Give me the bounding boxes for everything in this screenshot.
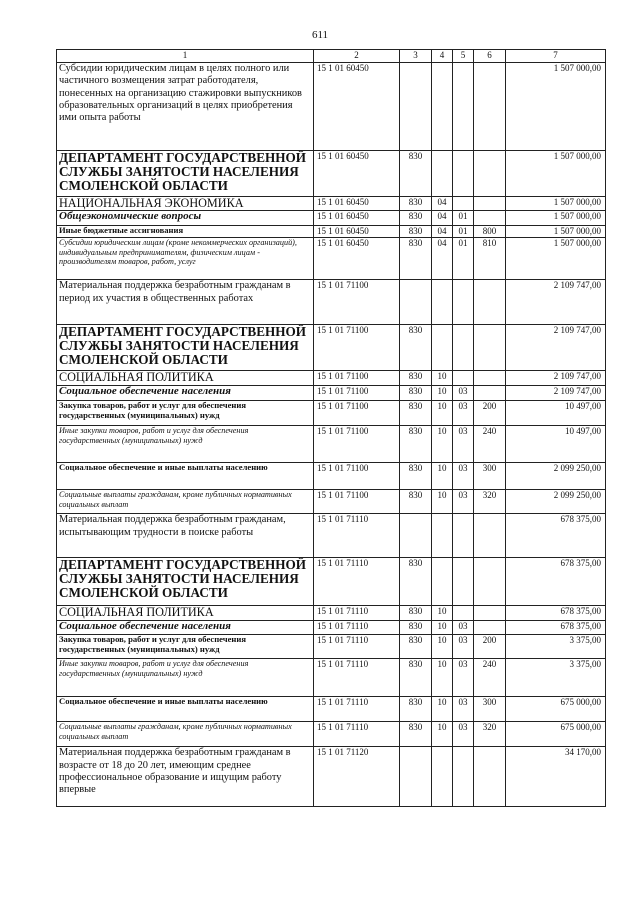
item-name-cell: Общеэкономические вопросы <box>57 211 314 226</box>
table-row <box>57 558 606 606</box>
subsection-code-cell: 01 <box>453 211 474 226</box>
subsection-code-cell <box>453 606 474 621</box>
expense-type-cell: 320 <box>474 722 506 747</box>
table-row <box>57 606 606 621</box>
item-name-cell: Материальная поддержка безработным гражданам в возрасте от 18 до 20 лет, имеющим среднее профессиональное образование и ищущим работу впервые <box>57 747 314 807</box>
target-code-cell: 15 1 01 60450 <box>314 238 400 280</box>
target-code-cell: 15 1 01 60450 <box>314 226 400 238</box>
section-code-cell: 10 <box>432 635 453 659</box>
item-name-cell: ДЕПАРТАМЕНТ ГОСУДАРСТВЕННОЙ СЛУЖБЫ ЗАНЯТОСТИ НАСЕЛЕНИЯ СМОЛЕНСКОЙ ОБЛАСТИ <box>57 151 314 197</box>
ministry-code-cell: 830 <box>400 226 432 238</box>
table-row <box>57 386 606 401</box>
item-name-cell: Материальная поддержка безработным гражданам в период их участия в общественных работах <box>57 280 314 325</box>
expense-type-cell: 800 <box>474 226 506 238</box>
expense-type-cell: 300 <box>474 697 506 722</box>
table-row <box>57 226 606 238</box>
table-row <box>57 151 606 197</box>
subsection-code-cell: 03 <box>453 621 474 635</box>
expense-type-cell <box>474 386 506 401</box>
ministry-code-cell: 830 <box>400 606 432 621</box>
table-row <box>57 63 606 151</box>
table-row <box>57 238 606 280</box>
header-cell: 2 <box>314 50 400 63</box>
target-code-cell: 15 1 01 71100 <box>314 490 400 514</box>
table-row <box>57 426 606 463</box>
expense-type-cell: 320 <box>474 490 506 514</box>
amount-cell: 2 099 250,00 <box>506 490 606 514</box>
table-row <box>57 514 606 558</box>
item-name-cell: Материальная поддержка безработным гражданам, испытывающим трудности в поиске работы <box>57 514 314 558</box>
subsection-code-cell: 03 <box>453 722 474 747</box>
item-name-cell: НАЦИОНАЛЬНАЯ ЭКОНОМИКА <box>57 197 314 211</box>
target-code-cell: 15 1 01 71110 <box>314 558 400 606</box>
table-row <box>57 697 606 722</box>
ministry-code-cell: 830 <box>400 426 432 463</box>
table-row <box>57 722 606 747</box>
ministry-code-cell: 830 <box>400 386 432 401</box>
target-code-cell: 15 1 01 71110 <box>314 514 400 558</box>
target-code-cell: 15 1 01 71110 <box>314 635 400 659</box>
target-code-cell: 15 1 01 71120 <box>314 747 400 807</box>
amount-cell: 10 497,00 <box>506 401 606 426</box>
section-code-cell: 10 <box>432 371 453 386</box>
expense-type-cell <box>474 747 506 807</box>
amount-cell: 34 170,00 <box>506 747 606 807</box>
expense-type-cell <box>474 151 506 197</box>
section-code-cell: 10 <box>432 426 453 463</box>
amount-cell: 1 507 000,00 <box>506 63 606 151</box>
ministry-code-cell: 830 <box>400 659 432 697</box>
expense-type-cell <box>474 211 506 226</box>
ministry-code-cell: 830 <box>400 151 432 197</box>
subsection-code-cell <box>453 558 474 606</box>
amount-cell: 1 507 000,00 <box>506 197 606 211</box>
target-code-cell: 15 1 01 71100 <box>314 386 400 401</box>
item-name-cell: Иные бюджетные ассигнования <box>57 226 314 238</box>
table-row <box>57 211 606 226</box>
table-row <box>57 621 606 635</box>
expense-type-cell <box>474 371 506 386</box>
ministry-code-cell: 830 <box>400 325 432 371</box>
section-code-cell: 10 <box>432 386 453 401</box>
ministry-code-cell: 830 <box>400 401 432 426</box>
target-code-cell: 15 1 01 71100 <box>314 280 400 325</box>
budget-table <box>56 49 606 807</box>
header-cell: 1 <box>57 50 314 63</box>
subsection-code-cell: 03 <box>453 426 474 463</box>
section-code-cell: 04 <box>432 238 453 280</box>
amount-cell: 10 497,00 <box>506 426 606 463</box>
ministry-code-cell: 830 <box>400 558 432 606</box>
target-code-cell: 15 1 01 71110 <box>314 606 400 621</box>
section-code-cell: 10 <box>432 606 453 621</box>
amount-cell: 2 109 747,00 <box>506 386 606 401</box>
table-header-row <box>57 50 606 63</box>
item-name-cell: СОЦИАЛЬНАЯ ПОЛИТИКА <box>57 606 314 621</box>
amount-cell: 3 375,00 <box>506 635 606 659</box>
amount-cell: 2 109 747,00 <box>506 371 606 386</box>
header-cell: 3 <box>400 50 432 63</box>
expense-type-cell <box>474 197 506 211</box>
table-row <box>57 747 606 807</box>
expense-type-cell: 240 <box>474 426 506 463</box>
target-code-cell: 15 1 01 71100 <box>314 371 400 386</box>
subsection-code-cell: 01 <box>453 226 474 238</box>
section-code-cell: 10 <box>432 722 453 747</box>
target-code-cell: 15 1 01 71110 <box>314 659 400 697</box>
table-row <box>57 659 606 697</box>
ministry-code-cell: 830 <box>400 621 432 635</box>
target-code-cell: 15 1 01 60450 <box>314 63 400 151</box>
section-code-cell: 10 <box>432 401 453 426</box>
table-row <box>57 401 606 426</box>
expense-type-cell <box>474 63 506 151</box>
target-code-cell: 15 1 01 60450 <box>314 197 400 211</box>
target-code-cell: 15 1 01 60450 <box>314 211 400 226</box>
expense-type-cell: 240 <box>474 659 506 697</box>
amount-cell: 1 507 000,00 <box>506 238 606 280</box>
expense-type-cell <box>474 514 506 558</box>
ministry-code-cell: 830 <box>400 197 432 211</box>
ministry-code-cell: 830 <box>400 463 432 490</box>
ministry-code-cell: 830 <box>400 635 432 659</box>
subsection-code-cell: 03 <box>453 401 474 426</box>
item-name-cell: ДЕПАРТАМЕНТ ГОСУДАРСТВЕННОЙ СЛУЖБЫ ЗАНЯТОСТИ НАСЕЛЕНИЯ СМОЛЕНСКОЙ ОБЛАСТИ <box>57 558 314 606</box>
amount-cell: 675 000,00 <box>506 722 606 747</box>
subsection-code-cell <box>453 280 474 325</box>
section-code-cell <box>432 63 453 151</box>
item-name-cell: Иные закупки товаров, работ и услуг для обеспечения государственных (муниципальных) нужд <box>57 426 314 463</box>
subsection-code-cell <box>453 514 474 558</box>
item-name-cell: ДЕПАРТАМЕНТ ГОСУДАРСТВЕННОЙ СЛУЖБЫ ЗАНЯТОСТИ НАСЕЛЕНИЯ СМОЛЕНСКОЙ ОБЛАСТИ <box>57 325 314 371</box>
target-code-cell: 15 1 01 71100 <box>314 463 400 490</box>
section-code-cell: 04 <box>432 226 453 238</box>
subsection-code-cell <box>453 197 474 211</box>
amount-cell: 1 507 000,00 <box>506 226 606 238</box>
amount-cell: 2 109 747,00 <box>506 325 606 371</box>
amount-cell: 3 375,00 <box>506 659 606 697</box>
expense-type-cell <box>474 558 506 606</box>
ministry-code-cell <box>400 514 432 558</box>
target-code-cell: 15 1 01 71110 <box>314 621 400 635</box>
amount-cell: 675 000,00 <box>506 697 606 722</box>
table-row <box>57 635 606 659</box>
subsection-code-cell <box>453 747 474 807</box>
target-code-cell: 15 1 01 71110 <box>314 722 400 747</box>
section-code-cell: 10 <box>432 490 453 514</box>
item-name-cell: Социальные выплаты гражданам, кроме публичных нормативных социальных выплат <box>57 490 314 514</box>
header-cell: 4 <box>432 50 453 63</box>
subsection-code-cell <box>453 151 474 197</box>
section-code-cell: 10 <box>432 659 453 697</box>
amount-cell: 678 375,00 <box>506 621 606 635</box>
section-code-cell <box>432 280 453 325</box>
table-row <box>57 490 606 514</box>
item-name-cell: Социальное обеспечение и иные выплаты населению <box>57 697 314 722</box>
amount-cell: 678 375,00 <box>506 558 606 606</box>
target-code-cell: 15 1 01 71110 <box>314 697 400 722</box>
ministry-code-cell <box>400 280 432 325</box>
expense-type-cell: 200 <box>474 635 506 659</box>
item-name-cell: Социальные выплаты гражданам, кроме публичных нормативных социальных выплат <box>57 722 314 747</box>
subsection-code-cell: 03 <box>453 635 474 659</box>
item-name-cell: Социальное обеспечение и иные выплаты населению <box>57 463 314 490</box>
section-code-cell: 04 <box>432 197 453 211</box>
amount-cell: 2 109 747,00 <box>506 280 606 325</box>
amount-cell: 2 099 250,00 <box>506 463 606 490</box>
subsection-code-cell <box>453 325 474 371</box>
item-name-cell: Закупка товаров, работ и услуг для обеспечения государственных (муниципальных) нужд <box>57 401 314 426</box>
subsection-code-cell: 03 <box>453 659 474 697</box>
header-cell: 6 <box>474 50 506 63</box>
page-number: 611 <box>311 29 329 41</box>
section-code-cell <box>432 514 453 558</box>
ministry-code-cell <box>400 63 432 151</box>
table-row <box>57 463 606 490</box>
section-code-cell: 04 <box>432 211 453 226</box>
subsection-code-cell: 03 <box>453 463 474 490</box>
item-name-cell: Социальное обеспечение населения <box>57 386 314 401</box>
target-code-cell: 15 1 01 60450 <box>314 151 400 197</box>
item-name-cell: Субсидии юридическим лицам в целях полного или частичного возмещения затрат работодателя, понесенных на организацию стажировки выпускников образовательных организаций в целях приобретения ими опыта работы <box>57 63 314 151</box>
table-row <box>57 371 606 386</box>
item-name-cell: Социальное обеспечение населения <box>57 621 314 635</box>
subsection-code-cell: 01 <box>453 238 474 280</box>
amount-cell: 1 507 000,00 <box>506 151 606 197</box>
ministry-code-cell: 830 <box>400 697 432 722</box>
table-row <box>57 280 606 325</box>
section-code-cell <box>432 558 453 606</box>
ministry-code-cell: 830 <box>400 211 432 226</box>
item-name-cell: Иные закупки товаров, работ и услуг для обеспечения государственных (муниципальных) нужд <box>57 659 314 697</box>
ministry-code-cell <box>400 747 432 807</box>
ministry-code-cell: 830 <box>400 490 432 514</box>
item-name-cell: СОЦИАЛЬНАЯ ПОЛИТИКА <box>57 371 314 386</box>
section-code-cell: 10 <box>432 697 453 722</box>
target-code-cell: 15 1 01 71100 <box>314 426 400 463</box>
subsection-code-cell <box>453 371 474 386</box>
section-code-cell: 10 <box>432 463 453 490</box>
amount-cell: 678 375,00 <box>506 514 606 558</box>
item-name-cell: Субсидии юридическим лицам (кроме некоммерческих организаций), индивидуальным предпринимателям, физическим лицам - производителям товаров, работ, услуг <box>57 238 314 280</box>
ministry-code-cell: 830 <box>400 722 432 747</box>
amount-cell: 1 507 000,00 <box>506 211 606 226</box>
subsection-code-cell: 03 <box>453 490 474 514</box>
expense-type-cell <box>474 606 506 621</box>
section-code-cell <box>432 325 453 371</box>
expense-type-cell: 810 <box>474 238 506 280</box>
table-row <box>57 325 606 371</box>
ministry-code-cell: 830 <box>400 371 432 386</box>
table-row <box>57 197 606 211</box>
expense-type-cell: 200 <box>474 401 506 426</box>
subsection-code-cell: 03 <box>453 697 474 722</box>
section-code-cell <box>432 747 453 807</box>
header-cell: 7 <box>506 50 606 63</box>
expense-type-cell <box>474 325 506 371</box>
subsection-code-cell <box>453 63 474 151</box>
target-code-cell: 15 1 01 71100 <box>314 401 400 426</box>
expense-type-cell <box>474 280 506 325</box>
target-code-cell: 15 1 01 71100 <box>314 325 400 371</box>
section-code-cell: 10 <box>432 621 453 635</box>
ministry-code-cell: 830 <box>400 238 432 280</box>
expense-type-cell <box>474 621 506 635</box>
header-cell: 5 <box>453 50 474 63</box>
subsection-code-cell: 03 <box>453 386 474 401</box>
amount-cell: 678 375,00 <box>506 606 606 621</box>
item-name-cell: Закупка товаров, работ и услуг для обеспечения государственных (муниципальных) нужд <box>57 635 314 659</box>
section-code-cell <box>432 151 453 197</box>
expense-type-cell: 300 <box>474 463 506 490</box>
